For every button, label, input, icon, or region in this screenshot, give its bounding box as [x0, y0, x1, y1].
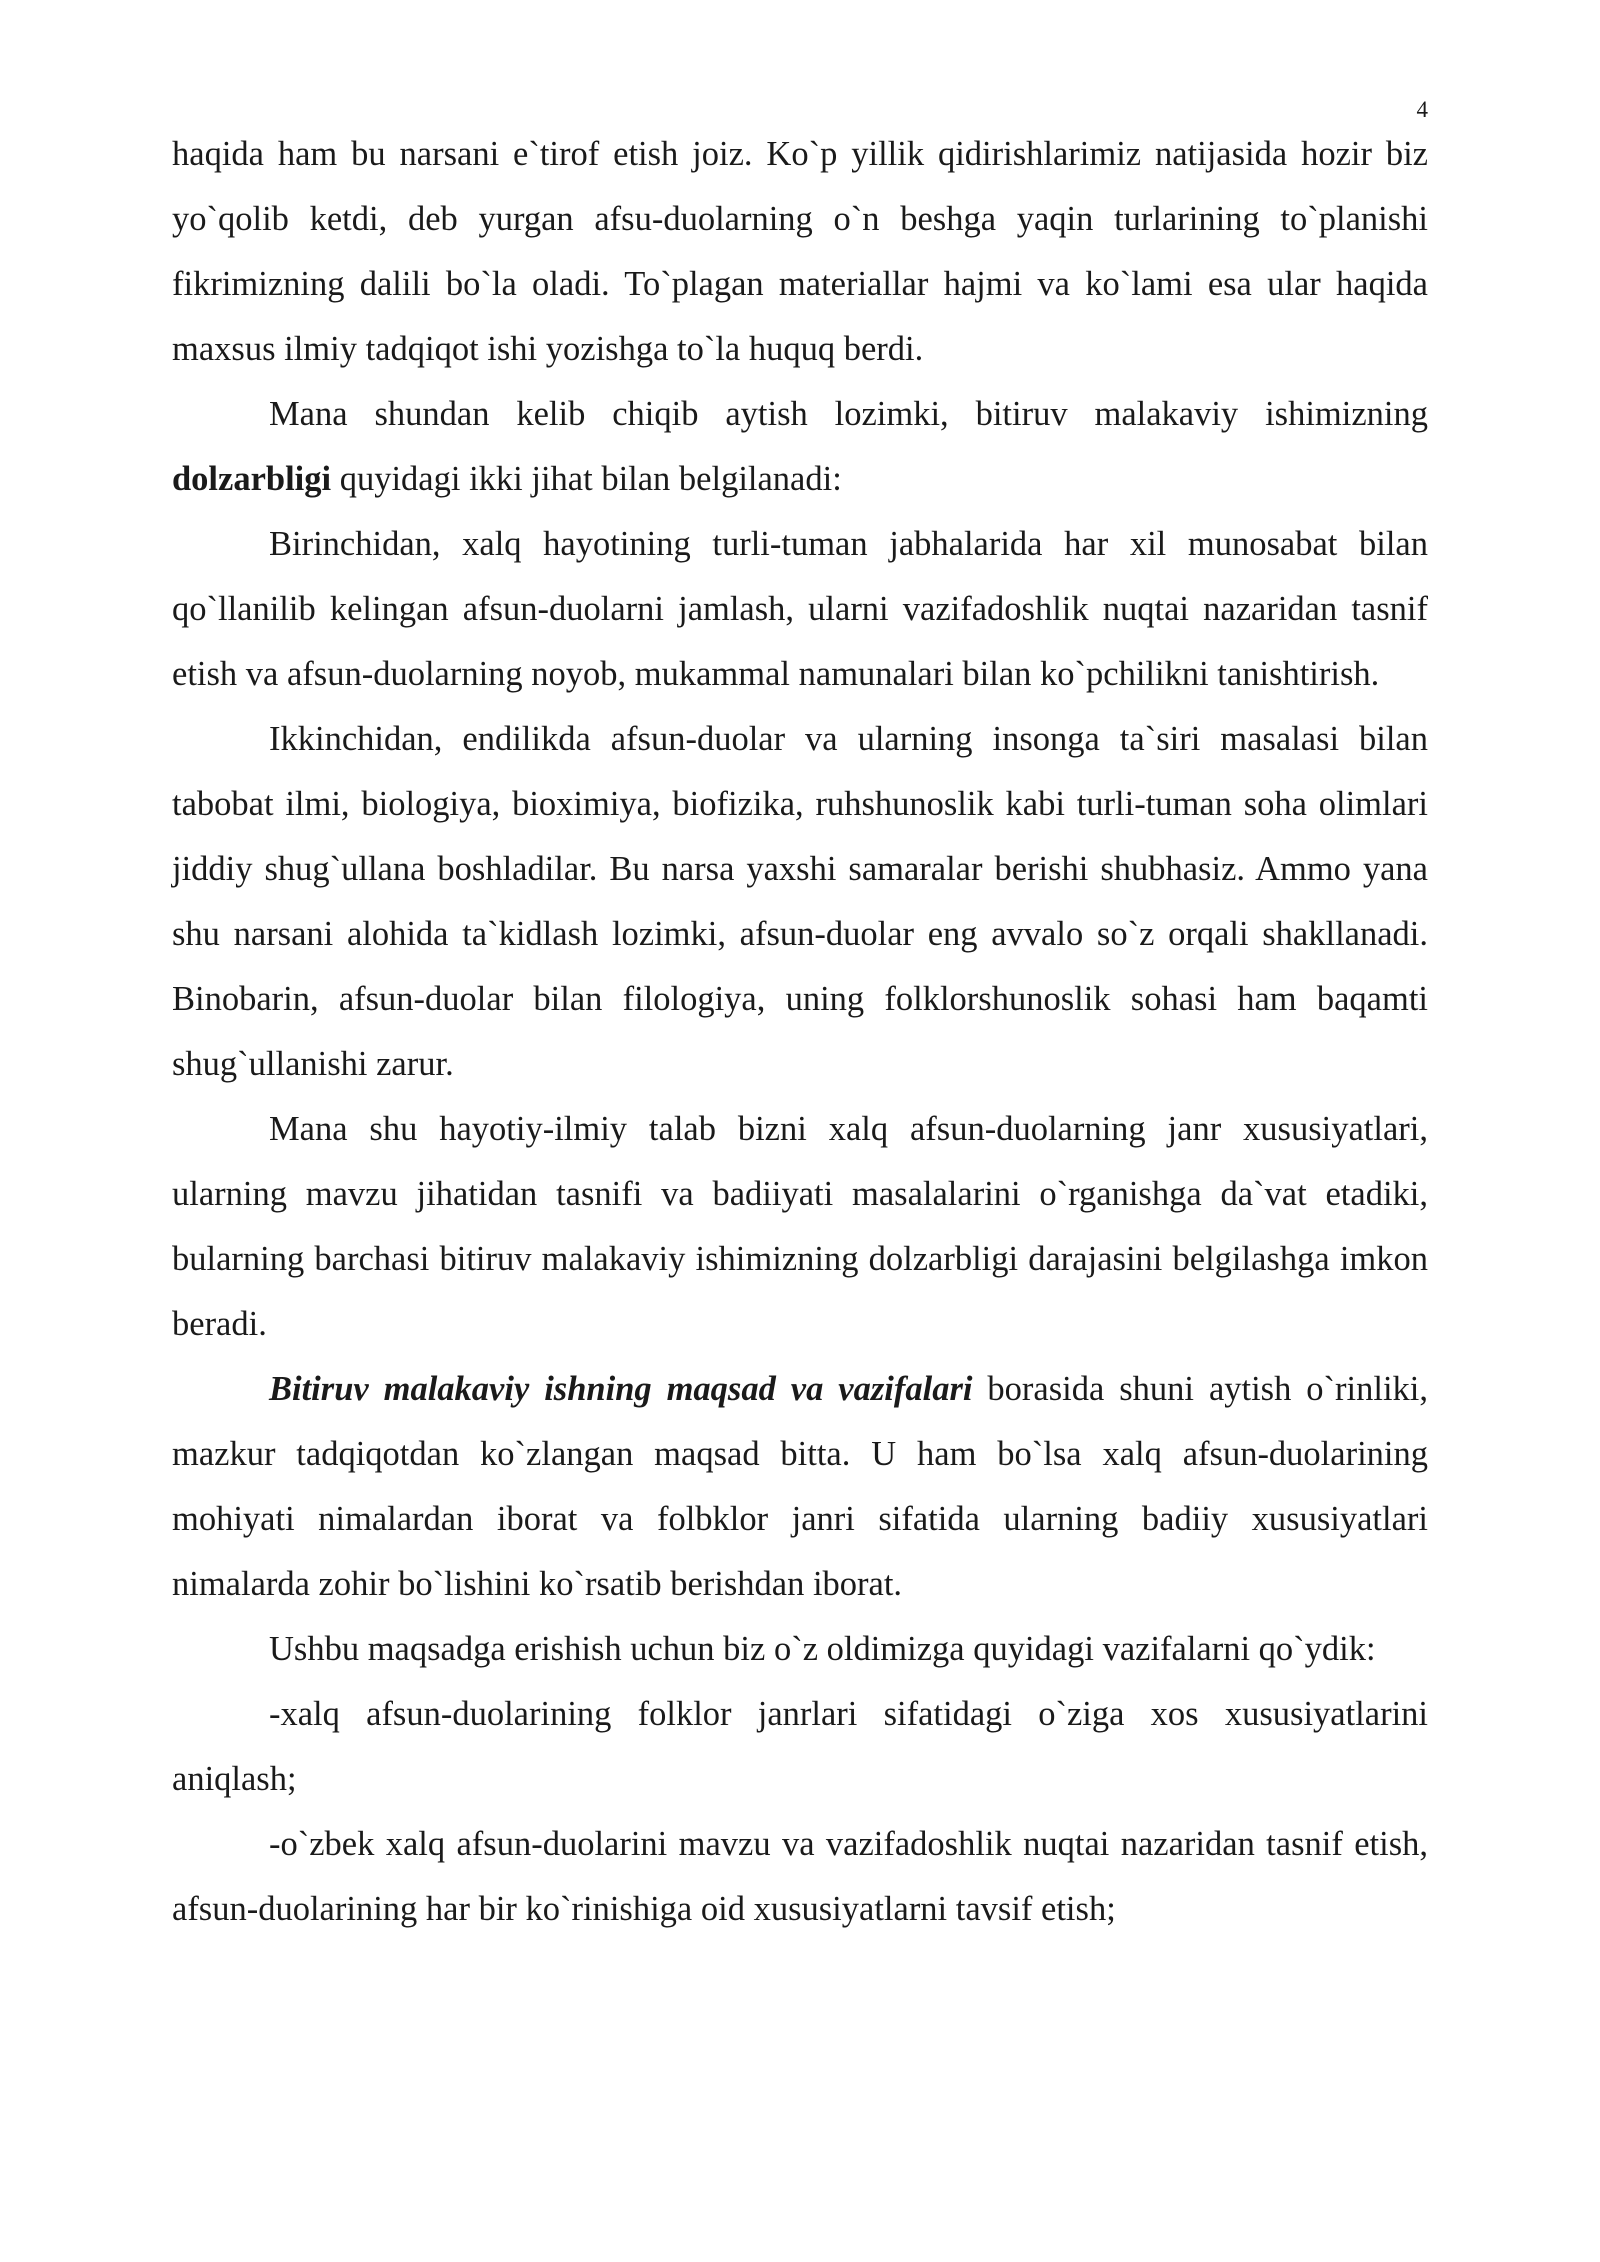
page-number: 4 [1416, 97, 1428, 122]
document-body [172, 122, 1428, 1942]
dolzarbligi-term: dolzarbligi [172, 460, 332, 498]
paragraph-6 [172, 1357, 1428, 1617]
paragraph-5: Mana shu hayotiy-ilmiy talab bizni xalq afsun-duolarning janr xususiyatlari, ularning mavzu jihatidan tasnifi va badiiyati masalalarini o`rganishga da`vat etadiki, bularning barchasi bitiruv malakaviy ishimizning dolzarbligi darajasini belgilashga imkon beradi. [172, 1110, 1428, 1343]
paragraph-2-start: Mana shundan kelib chiqib aytish lozimki, bitiruv malakaviy ishimizning [269, 395, 1428, 433]
paragraph-1: haqida ham bu narsani e`tirof etish joiz. Ko`p yillik qidirishlarimiz natijasida hozir biz yo`qolib ketdi, deb yurgan afsu-duolarning o`n beshga yaqin turlarining to`planishi fikrimizning dalili bo`la oladi. To`plagan materiallar hajmi va ko`lami esa ular haqida maxsus ilmiy tadqiqot ishi yozishga to`la huquq berdi. [172, 135, 1428, 368]
paragraph-2-end: quyidagi ikki jihat bilan belgilanadi: [331, 460, 842, 498]
goals-heading: Bitiruv malakaviy ishning maqsad va vazifalari [269, 1370, 973, 1408]
list-item-1: -xalq afsun-duolarining folklor janrlari sifatidagi o`ziga xos xususiyatlarini aniqlash; [172, 1695, 1428, 1798]
list-item-2: -o`zbek xalq afsun-duolarini mavzu va vazifadoshlik nuqtai nazaridan tasnif etish, afsun-duolarining har bir ko`rinishiga oid xususiyatlarni tavsif etish; [172, 1825, 1428, 1928]
paragraph-6-end: borasida shuni aytish o`rinliki, mazkur tadqiqotdan ko`zlangan maqsad bitta. U ham bo`lsa xalq afsun-duolarining mohiyati nimalardan iborat va folbklor janri sifatida ularning badiiy xususiyatlari nimalarda zohir bo`lishini ko`rsatib berishdan iborat. [172, 1370, 1428, 1603]
paragraph-4: Ikkinchidan, endilikda afsun-duolar va ularning insonga ta`siri masalasi bilan tabobat ilmi, biologiya, bioximiya, biofizika, ruhshunoslik kabi turli-tuman soha olimlari jiddiy shug`ullana boshladilar. Bu narsa yaxshi samaralar berishi shubhasiz. Ammo yana shu narsani alohida ta`kidlash lozimki, afsun-duolar eng avvalo so`z orqali shakllanadi. Binobarin, afsun-duolar bilan filologiya, uning folklorshunoslik sohasi ham baqamti shug`ullanishi zarur. [172, 720, 1428, 1083]
paragraph-2 [172, 382, 1428, 512]
paragraph-7: Ushbu maqsadga erishish uchun biz o`z oldimizga quyidagi vazifalarni qo`ydik: [269, 1630, 1376, 1668]
paragraph-3: Birinchidan, xalq hayotining turli-tuman jabhalarida har xil munosabat bilan qo`llanilib kelingan afsun-duolarni jamlash, ularni vazifadoshlik nuqtai nazaridan tasnif etish va afsun-duolarning noyob, mukammal namunalari bilan ko`pchilikni tanishtirish. [172, 525, 1428, 693]
